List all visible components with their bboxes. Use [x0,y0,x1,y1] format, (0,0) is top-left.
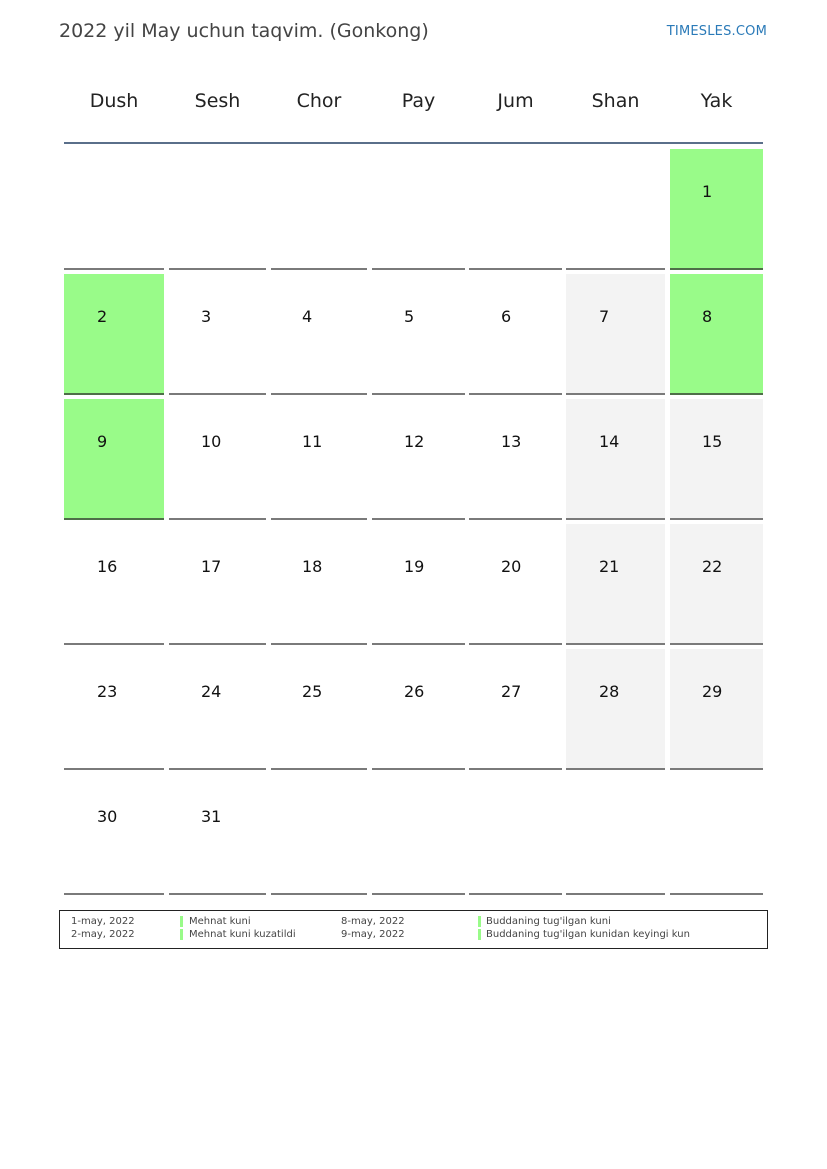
day-cell [566,649,665,770]
legend-date: 9-may, 2022 [341,929,405,940]
site-link[interactable]: TIMESLES.COM [666,24,767,39]
day-number: 16 [97,557,118,576]
legend-date: 8-may, 2022 [341,916,405,927]
day-number: 18 [302,557,323,576]
day-number: 24 [201,682,222,701]
day-number: 31 [201,807,222,826]
holiday-color-swatch [478,929,481,940]
day-number: 20 [501,557,522,576]
day-cell [670,649,763,770]
empty-day-cell [566,774,665,895]
holiday-color-swatch [478,916,481,927]
empty-day-cell [469,774,562,895]
day-number: 12 [404,432,425,451]
day-cell [670,524,763,645]
day-number: 6 [501,307,512,326]
weekday-label: Pay [401,90,436,112]
day-number: 10 [201,432,222,451]
day-number: 25 [302,682,323,701]
weekday-label: Sesh [194,90,241,112]
day-number: 8 [702,307,713,326]
empty-day-cell [271,774,367,895]
page-title: 2022 yil May uchun taqvim. (Gonkong) [59,20,429,42]
day-cell [670,149,763,270]
day-number: 23 [97,682,118,701]
empty-day-cell [169,149,266,270]
day-cell [64,399,164,520]
legend-date: 2-may, 2022 [71,929,135,940]
day-cell [372,399,465,520]
day-cell [566,399,665,520]
day-number: 26 [404,682,425,701]
day-cell [64,774,164,895]
legend-holiday-name: Buddaning tug'ilgan kuni [486,916,611,927]
day-number: 29 [702,682,723,701]
day-number: 21 [599,557,620,576]
day-cell [670,399,763,520]
weekday-label: Chor [296,90,342,112]
day-cell [64,649,164,770]
legend-holiday-name: Mehnat kuni kuzatildi [189,929,296,940]
day-number: 3 [201,307,212,326]
day-cell [372,649,465,770]
day-number: 28 [599,682,620,701]
empty-day-cell [566,149,665,270]
day-cell [271,274,367,395]
day-number: 1 [702,182,713,201]
day-number: 30 [97,807,118,826]
day-number: 13 [501,432,522,451]
day-cell [64,274,164,395]
empty-day-cell [469,149,562,270]
day-cell [372,274,465,395]
day-cell [469,399,562,520]
day-number: 5 [404,307,415,326]
day-number: 9 [97,432,108,451]
weekday-label: Jum [497,90,534,112]
day-cell [372,524,465,645]
day-cell [469,274,562,395]
legend-date: 1-may, 2022 [71,916,135,927]
weekday-label: Yak [700,90,733,112]
day-number: 4 [302,307,313,326]
day-cell [64,524,164,645]
day-number: 2 [97,307,108,326]
weekday-label: Dush [89,90,139,112]
day-cell [566,524,665,645]
legend-holiday-name: Buddaning tug'ilgan kunidan keyingi kun [486,929,690,940]
day-number: 17 [201,557,222,576]
day-cell [271,649,367,770]
day-number: 27 [501,682,522,701]
empty-day-cell [64,149,164,270]
day-number: 19 [404,557,425,576]
holiday-legend [59,910,768,949]
day-number: 7 [599,307,610,326]
legend-holiday-name: Mehnat kuni [189,916,251,927]
day-cell [469,649,562,770]
day-number: 11 [302,432,323,451]
holiday-color-swatch [180,929,183,940]
empty-day-cell [372,774,465,895]
day-cell [169,649,266,770]
empty-day-cell [271,149,367,270]
day-cell [169,774,266,895]
day-cell [670,274,763,395]
day-cell [271,399,367,520]
day-cell [566,274,665,395]
holiday-color-swatch [180,916,183,927]
day-cell [169,399,266,520]
empty-day-cell [670,774,763,895]
day-cell [169,274,266,395]
day-number: 22 [702,557,723,576]
day-cell [469,524,562,645]
day-cell [169,524,266,645]
empty-day-cell [372,149,465,270]
weekday-label: Shan [591,90,640,112]
day-number: 14 [599,432,620,451]
day-cell [271,524,367,645]
day-number: 15 [702,432,723,451]
